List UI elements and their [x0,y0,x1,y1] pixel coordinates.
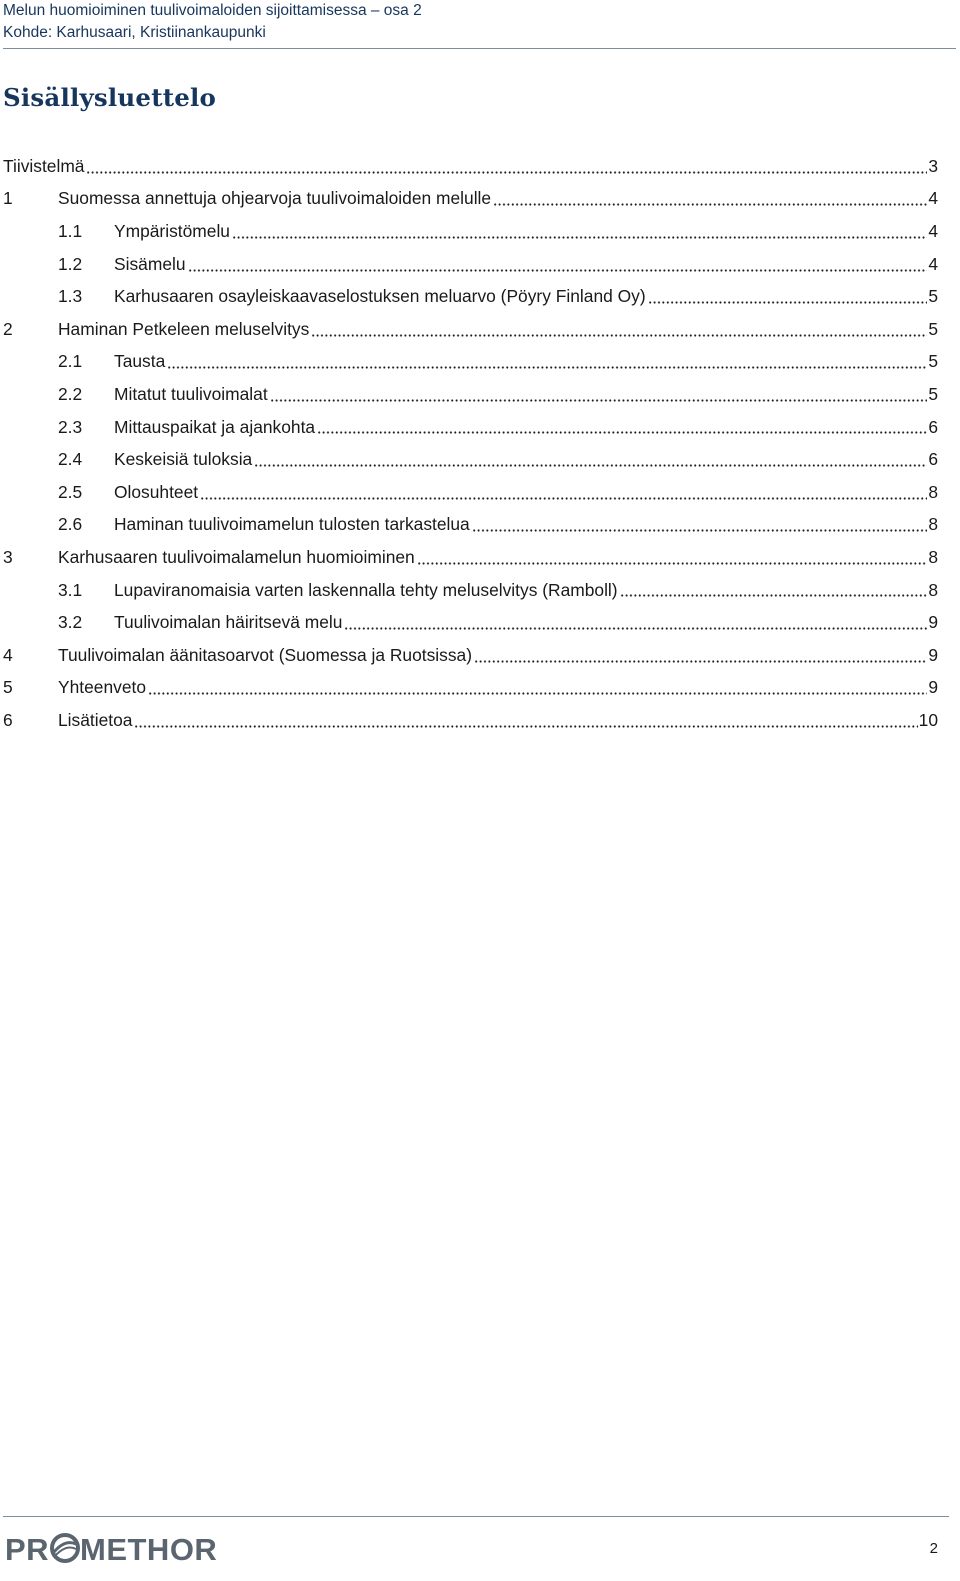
toc-entry-page: 5 [928,286,938,307]
toc-entry-page: 8 [928,514,938,535]
toc-entry-page: 6 [928,416,938,437]
toc-entry-number: 1 [3,188,13,209]
toc-entry-title: Haminan Petkeleen meluselvitys [58,318,310,339]
toc-entry-title: Tuulivoimalan häiritsevä melu [114,612,343,633]
toc-entry-page: 5 [928,351,938,372]
toc-entry-number: 6 [3,709,13,730]
toc-entry-page: 9 [928,644,938,665]
toc-dot-leader [254,450,927,469]
toc-entry-title: Mittauspaikat ja ajankohta [114,416,316,437]
toc-entry-page: 4 [928,188,938,209]
toc-entry-number: 5 [3,677,13,698]
toc-entry[interactable] [3,509,948,542]
toc-entry-page: 4 [928,220,938,241]
toc-entry-page: 5 [928,383,938,404]
toc-entry-number: 2 [3,318,13,339]
toc-entry-title: Ympäristömelu [114,220,230,241]
toc-entry-page: 9 [928,612,938,633]
toc-entry-number: 2.2 [58,383,83,404]
toc-dot-leader [134,711,917,730]
page-number: 2 [929,1540,938,1557]
toc-entry-page: 5 [928,318,938,339]
toc-entry[interactable] [3,704,948,737]
toc-entry-page: 4 [928,253,938,274]
logo-text-part2: METHOR [80,1532,218,1566]
toc-entry[interactable] [3,443,948,476]
toc-dot-leader [200,483,927,502]
toc-entry-title: Haminan tuulivoimamelun tulosten tarkastelua [114,514,470,535]
toc-entry-title: Tuulivoimalan äänitasoarvot (Suomessa ja Ruotsissa) [58,644,473,665]
toc-entry-page: 6 [928,449,938,470]
toc-entry-title: Lisätietoa [58,709,133,730]
toc-dot-leader [86,157,927,176]
toc-dot-leader [148,678,927,697]
toc-entry[interactable] [3,313,948,346]
toc-entry-title: Tiivistelmä [3,155,85,176]
toc-entry[interactable] [3,346,948,379]
toc-entry-title: Yhteenveto [58,677,146,698]
toc-entry-title: Mitatut tuulivoimalat [114,383,268,404]
toc-entry-number: 3 [3,546,13,567]
toc-entry-title: Tausta [114,351,166,372]
toc-entry-title: Lupaviranomaisia varten laskennalla tehty meluselvitys (Ramboll) [114,579,618,600]
toc-entry-title: Suomessa annettuja ohjearvoja tuulivoimaloiden melulle [58,188,492,209]
logo-globe-icon [52,1535,78,1561]
logo-text-part1: PR [5,1532,50,1566]
toc-entry-number: 3.2 [58,612,83,633]
toc-entry-number: 2.3 [58,416,83,437]
running-header [3,0,956,49]
toc-entry[interactable] [3,574,948,607]
toc-entry-number: 1.1 [58,220,83,241]
toc-entry-number: 3.1 [58,579,83,600]
toc-dot-leader [648,287,928,306]
footer-divider [3,1516,949,1517]
toc-entry[interactable] [3,215,948,248]
toc-dot-leader [188,255,928,274]
toc-entry-page: 3 [928,155,938,176]
toc-dot-leader [472,515,928,534]
toc-dot-leader [311,320,927,339]
toc-entry[interactable] [3,150,948,183]
toc-entry-number: 2.1 [58,351,83,372]
toc-entry-number: 1.3 [58,286,83,307]
toc-entry-page: 9 [928,677,938,698]
toc-dot-leader [493,189,927,208]
toc-entry-number: 4 [3,644,13,665]
toc-entry[interactable] [3,378,948,411]
toc-entry-title: Olosuhteet [114,481,199,502]
toc-entry-page: 8 [928,546,938,567]
toc-dot-leader [344,613,927,632]
toc-entry-title: Sisämelu [114,253,186,274]
toc-entry[interactable] [3,541,948,574]
toc-entry[interactable] [3,280,948,313]
toc-heading: Sisällysluettelo [3,83,217,112]
header-document-title: Melun huomioiminen tuulivoimaloiden sijoittamisessa – osa 2 [3,2,422,19]
toc-dot-leader [270,385,928,404]
promethor-logo [5,1530,251,1566]
toc-entry[interactable] [3,411,948,444]
toc-entry-title: Keskeisiä tuloksia [114,449,253,470]
toc-entry-title: Karhusaaren tuulivoimalamelun huomioiminen [58,546,415,567]
table-of-contents [3,150,948,737]
toc-entry-number: 2.4 [58,449,83,470]
toc-entry[interactable] [3,606,948,639]
toc-entry-title: Karhusaaren osayleiskaavaselostuksen meluarvo (Pöyry Finland Oy) [114,286,646,307]
toc-entry-number: 2.5 [58,481,83,502]
toc-entry[interactable] [3,639,948,672]
toc-dot-leader [232,222,927,241]
toc-dot-leader [317,417,927,436]
toc-dot-leader [474,646,927,665]
toc-entry-number: 2.6 [58,514,83,535]
promethor-logo-mark [5,1530,251,1566]
toc-entry[interactable] [3,672,948,705]
toc-dot-leader [620,580,928,599]
toc-dot-leader [167,352,927,371]
toc-entry[interactable] [3,476,948,509]
toc-entry-page: 8 [928,481,938,502]
toc-dot-leader [417,548,928,567]
toc-entry[interactable] [3,248,948,281]
toc-entry-page: 10 [918,709,938,730]
header-site: Kohde: Karhusaari, Kristiinankaupunki [3,24,266,41]
toc-entry[interactable] [3,183,948,216]
toc-entry-page: 8 [928,579,938,600]
toc-entry-number: 1.2 [58,253,83,274]
